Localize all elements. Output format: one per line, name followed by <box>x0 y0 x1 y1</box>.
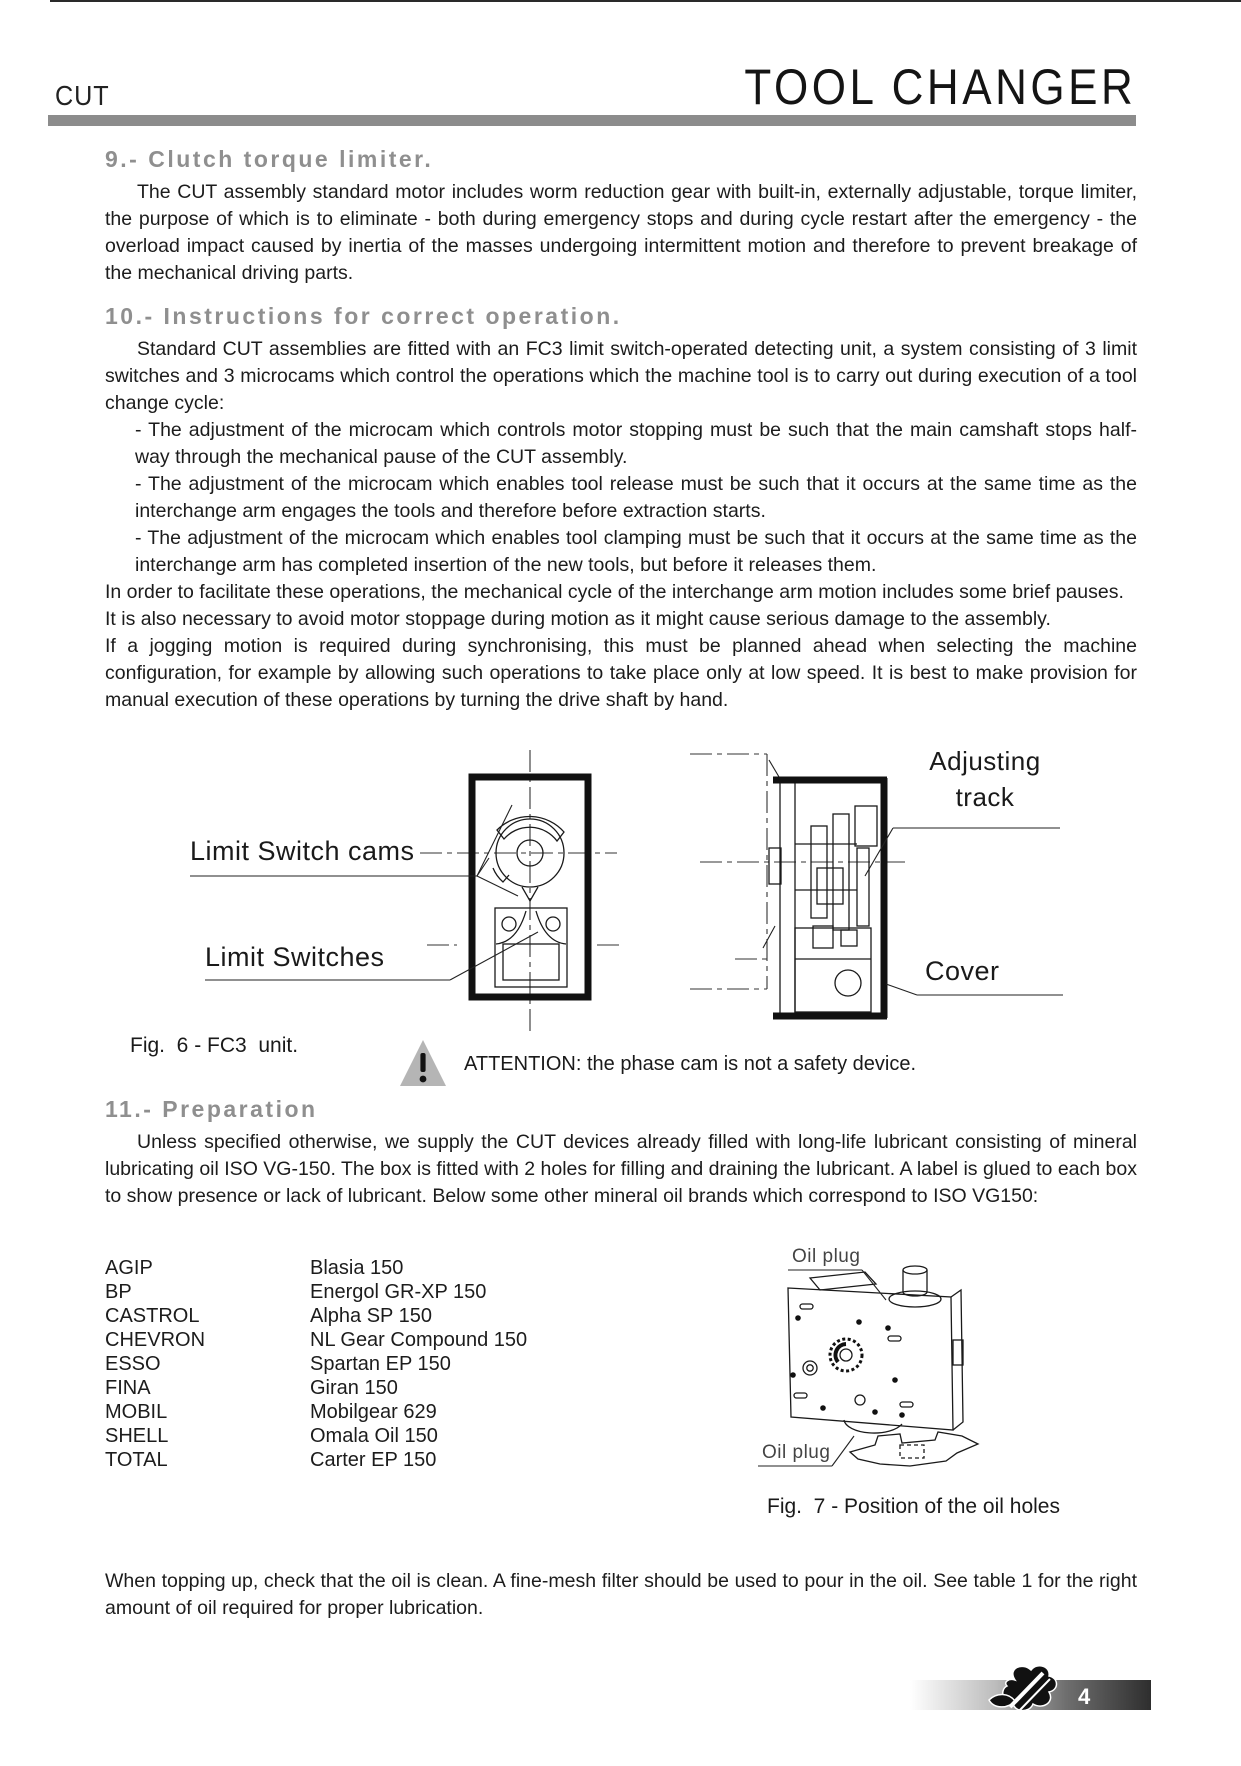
figure-6-fc3-unit <box>105 748 1137 1040</box>
fc3-front-view <box>190 750 623 1034</box>
body-text-block-3 <box>105 1568 1137 1622</box>
knurled-adjuster <box>830 1339 862 1371</box>
oil-product: Energol GR-XP 150 <box>310 1281 487 1303</box>
oil-brand: TOTAL <box>105 1449 168 1471</box>
table-row <box>105 1352 527 1376</box>
attention-note <box>398 1038 916 1090</box>
oil-product: Omala Oil 150 <box>310 1425 438 1447</box>
oil-brand: FINA <box>105 1377 151 1399</box>
section-10-bullet-1: - The adjustment of the microcam which controls motor stopping must be such that the main camshaft stops half-way through the mechanical pause of the CUT assembly. <box>135 419 1137 468</box>
label-adjusting-track: Adjusting track <box>929 746 1041 812</box>
table-row <box>105 1424 527 1448</box>
page-title: TOOL CHANGER <box>744 59 1136 115</box>
table-row <box>105 1400 527 1424</box>
table-row <box>105 1304 527 1328</box>
oil-plug-top-shape <box>889 1266 941 1307</box>
oil-product: Mobilgear 629 <box>310 1401 437 1423</box>
oil-product: NL Gear Compound 150 <box>310 1329 528 1351</box>
brand-logo-icon <box>985 1660 1065 1716</box>
section-10-paragraph-4: If a jogging motion is required during synchronising, this must be planned ahead when selecting the machine configuration, for example by allowing such operations to take place only at low speed. It is best to make provision for manual execution of these operations by turning the drive shaft by hand. <box>105 635 1137 711</box>
section-11-paragraph-2: When topping up, check that the oil is clean. A fine-mesh filter should be used to pour in the oil. See table 1 for the right amount of oil required for proper lubrication. <box>105 1570 1137 1619</box>
oil-brand: CHEVRON <box>105 1329 206 1351</box>
section-10-paragraph-1: Standard CUT assemblies are fitted with an FC3 limit switch-operated detecting unit, a system consisting of 3 limit switches and 3 microcams which control the operations which the machine tool is to carry out during execution of a tool change cycle: <box>105 338 1137 414</box>
label-oil-plug-bottom: Oil plug <box>762 1442 831 1463</box>
figure-7-caption: Fig. 7 - Position of the oil holes <box>767 1495 1060 1518</box>
oil-brand: SHELL <box>105 1425 169 1447</box>
oil-brand: MOBIL <box>105 1401 168 1423</box>
oil-product: Spartan EP 150 <box>310 1353 451 1375</box>
section-11-paragraph-1: Unless specified otherwise, we supply the CUT devices already filled with long-life lubricant consisting of mineral lubricating oil ISO VG-150. The box is fitted with 2 holes for filling and draining the lubricant. A label is glued to each box to show presence or lack of lubricant. Below some other mineral oil brands which correspond to ISO VG150: <box>105 1131 1137 1207</box>
limit-switch-cam-shape <box>493 816 564 901</box>
body-text-block-2 <box>105 1096 1137 1210</box>
table-row <box>105 1280 527 1304</box>
section-10-paragraph-2: In order to facilitate these operations, the mechanical cycle of the interchange arm motion includes some brief pauses. <box>105 581 1124 603</box>
oil-brands-table <box>105 1256 527 1472</box>
figure-7-oil-holes <box>750 1240 1090 1490</box>
oil-brand: CASTROL <box>105 1305 200 1327</box>
section-9-heading: 9.- Clutch torque limiter. <box>105 146 434 172</box>
warning-triangle-icon <box>398 1038 448 1090</box>
oil-product: Blasia 150 <box>310 1257 404 1279</box>
label-oil-plug-top: Oil plug <box>792 1246 861 1267</box>
section-11-heading: 11.- Preparation <box>105 1096 318 1122</box>
limit-switch-block <box>495 908 567 987</box>
oil-product: Giran 150 <box>310 1377 398 1399</box>
brand-cut: CUT <box>55 80 110 111</box>
oil-brand: ESSO <box>105 1353 161 1375</box>
body-text-block-1 <box>105 146 1137 714</box>
adjusting-track-leader-lines <box>865 828 1060 876</box>
label-limit-switch-cams: Limit Switch cams <box>190 836 415 866</box>
header-divider-bar <box>48 115 1136 126</box>
adjusting-track-shape <box>857 848 869 926</box>
attention-text: ATTENTION: the phase cam is not a safety device. <box>464 1052 917 1075</box>
section-9-paragraph: The CUT assembly standard motor includes worm reduction gear with built-in, externally adjustable, torque limiter, the purpose of which is to eliminate - both during emergency stops and during cycle restart after the emergency - the overload impact caused by inertia of the masses undergoing intermittent motion and therefore to prevent breakage of the mechanical driving parts. <box>105 181 1137 284</box>
slots <box>794 1304 913 1407</box>
section-10-heading: 10.- Instructions for correct operation. <box>105 303 622 329</box>
section-10-paragraph-3: It is also necessary to avoid motor stoppage during motion as it might cause serious damage to the assembly. <box>105 608 1051 630</box>
oil-product: Carter EP 150 <box>310 1449 437 1471</box>
page-number: 4 <box>1078 1684 1091 1709</box>
table-row <box>105 1328 527 1352</box>
table-row <box>105 1256 527 1280</box>
oil-product: Alpha SP 150 <box>310 1305 432 1327</box>
label-limit-switches: Limit Switches <box>205 942 385 972</box>
section-10-bullet-2: - The adjustment of the microcam which enables tool release must be such that it occurs at the same time as the interchange arm engages the tools and therefore before extraction starts. <box>135 473 1137 522</box>
section-10-bullet-3: - The adjustment of the microcam which enables tool clamping must be such that it occurs at the same time as the interchange arm has completed insertion of the new tools, but before it releases them. <box>135 527 1137 576</box>
table-row <box>105 1448 527 1472</box>
figure-6-caption: Fig. 6 - FC3 unit. <box>130 1034 299 1057</box>
table-row <box>105 1376 527 1400</box>
oil-brand: AGIP <box>105 1257 153 1279</box>
label-cover: Cover <box>925 956 1000 986</box>
oil-brand: BP <box>105 1281 132 1303</box>
page-top-border <box>50 0 1241 2</box>
cam-stack-components <box>769 806 877 948</box>
